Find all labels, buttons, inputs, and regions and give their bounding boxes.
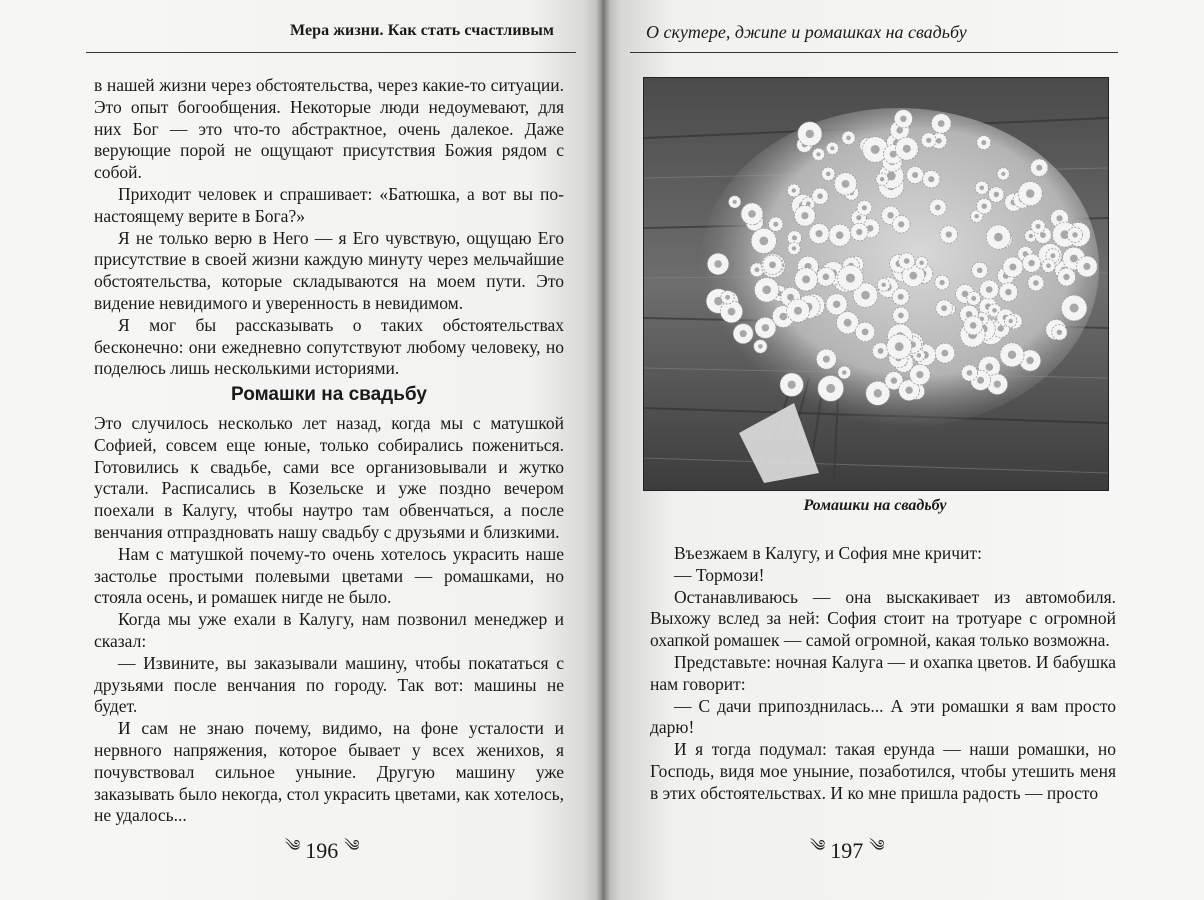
paragraph: Я мог бы рассказывать о таких обстоятельствах бесконечно: они ежедневно сопутствуют любому человеку, но поделюсь лишь несколькими историями. xyxy=(94,314,564,379)
daisy-flower xyxy=(816,349,836,369)
daisy-flower xyxy=(935,275,950,290)
daisy-flower xyxy=(769,217,783,231)
paragraph: — Извините, вы заказывали машину, чтобы покататься с друзьями после венчания по городу. Так вот: машины не будет. xyxy=(94,652,564,717)
daisy-flower xyxy=(1061,295,1087,321)
daisy-flower xyxy=(887,334,912,359)
daisy-flower xyxy=(1031,159,1048,176)
left-text-bottom xyxy=(94,413,564,827)
daisy-flower xyxy=(972,262,988,278)
daisy-flower xyxy=(809,224,829,244)
paragraph: Останавливаюсь — она выскакивает из автомобиля. Выхожу вслед за ней: София стоит на тротуаре с огромной охапкой ромашек — самой огромной, какая только возможна. xyxy=(650,586,1116,651)
right-page xyxy=(602,0,1204,900)
right-running-head: О скутере, джипе и ромашках на свадьбу xyxy=(646,22,967,42)
daisy-flower xyxy=(977,199,992,214)
right-page-number-block xyxy=(810,828,884,873)
daisy-flower xyxy=(931,114,951,134)
daisy-flower xyxy=(787,184,800,197)
left-running-head: Мера жизни. Как стать счастливым xyxy=(289,22,554,39)
paragraph: Приходит человек и спрашивает: «Батюшка, а вот вы по-настоящему верите в Бога?» xyxy=(94,183,564,226)
daisy-flower xyxy=(755,278,779,302)
daisy-flower xyxy=(817,267,836,286)
daisy-flower xyxy=(1058,268,1076,286)
right-text xyxy=(650,543,1116,805)
daisy-flower xyxy=(720,301,742,323)
daisy-flower xyxy=(980,280,999,299)
daisy-flower xyxy=(940,226,958,244)
daisy-flower xyxy=(787,299,810,322)
daisy-flower xyxy=(834,173,856,195)
daisy-flower xyxy=(812,188,828,204)
daisy-flower xyxy=(822,167,835,180)
daisy-flower xyxy=(857,200,872,215)
daisy-flower xyxy=(876,173,888,185)
daisies-photo-image xyxy=(644,78,1108,490)
daisy-flower xyxy=(812,148,824,160)
paragraph: И сам не знаю почему, видимо, на фоне усталости и нервного напряжения, которое бывает у всех женихов, я почувствовал сильное уныние. Другую машину уже заказывать было некогда, стол украсить цветами, как хотелось, не удалось... xyxy=(94,718,564,826)
section-title: Ромашки на свадьбу xyxy=(231,384,427,405)
daisy-flower xyxy=(721,291,734,304)
paragraph: Когда мы уже ехали в Калугу, нам позвонил менеджер и сказал: xyxy=(94,609,564,651)
daisy-flower xyxy=(838,366,851,379)
daisy-flower xyxy=(826,294,847,315)
daisies-photo xyxy=(643,77,1109,491)
daisy-flower xyxy=(788,242,800,254)
daisy-flower xyxy=(855,322,874,341)
left-page-number-block xyxy=(285,828,359,873)
daisy-flower xyxy=(795,268,818,291)
daisy-flower xyxy=(818,376,844,402)
daisy-flower xyxy=(829,224,851,246)
daisy-flower xyxy=(851,223,869,241)
daisy-flower xyxy=(838,265,864,291)
daisy-flower xyxy=(842,131,855,144)
right-header-rule xyxy=(630,52,1118,53)
daisy-flower xyxy=(741,203,763,225)
page-number: 196 xyxy=(305,837,339,863)
daisy-flower xyxy=(733,324,753,344)
daisy-flower xyxy=(1077,256,1098,277)
photo-caption: Ромашки на свадьбу xyxy=(803,497,947,514)
daisy-flower xyxy=(751,228,776,253)
page-number: 197 xyxy=(830,837,864,863)
daisy-flower xyxy=(907,167,924,184)
daisy-flower xyxy=(1028,275,1044,291)
ornament-icon: ༄ xyxy=(810,838,825,855)
paragraph: в нашей жизни через обстоятельства, через какие-то ситуации. Это опыт богообщения. Некоторые люди недоумевают, для них Бог — это что-то абстрактное, очень далекое. Даже верующие порой не ощущают присутствия Божия рядом с собой. xyxy=(94,75,564,183)
daisy-flower xyxy=(754,340,767,353)
daisy-flower xyxy=(923,171,940,188)
paragraph: — Тормози! xyxy=(674,564,765,585)
paragraph: Я не только верю в Него — я Его чувствую, ощущаю Его присутствие в своей жизни каждую минуту через мельчайшие обстоятельства, которые складываются на моем пути. Это видение невидимого и уверенность в невидимом. xyxy=(94,227,564,313)
daisy-flower xyxy=(763,255,783,275)
paragraph: Представьте: ночная Калуга — и охапка цветов. И бабушка нам говорит: xyxy=(650,651,1116,694)
daisy-flower xyxy=(877,278,890,291)
daisy-flower xyxy=(910,364,931,385)
paragraph: — С дачи припозднилась... А эти ромашки я вам просто дарю! xyxy=(650,695,1116,738)
daisy-flower xyxy=(707,253,728,274)
daisy-flower xyxy=(997,168,1009,180)
ornament-icon: ༄ xyxy=(285,838,300,855)
daisy-flower xyxy=(964,316,983,335)
daisy-flower xyxy=(1003,257,1023,277)
daisy-flower xyxy=(780,373,803,396)
daisy-flower xyxy=(936,300,953,317)
left-text-top xyxy=(94,75,564,380)
daisy-flower xyxy=(1000,343,1024,367)
daisy-flower xyxy=(899,253,915,269)
daisy-flower xyxy=(1005,315,1017,327)
daisy-flower xyxy=(893,307,910,324)
daisy-flower xyxy=(935,343,955,363)
daisy-flower xyxy=(895,137,918,160)
daisy-flower xyxy=(929,199,946,216)
paragraph: Въезжаем в Калугу, и София мне кричит: xyxy=(674,543,982,563)
daisy-flower xyxy=(977,136,991,150)
daisy-flower xyxy=(892,288,909,305)
daisy-flower xyxy=(729,196,741,208)
daisy-flower xyxy=(1018,182,1042,206)
daisy-flower xyxy=(795,205,816,226)
daisy-flower xyxy=(872,343,888,359)
daisy-flower xyxy=(1022,254,1040,272)
daisy-flower xyxy=(1052,325,1067,340)
daisy-flower xyxy=(892,216,910,234)
daisy-flower xyxy=(915,257,927,269)
paragraph: Нам с матушкой почему-то очень хотелось украсить наше застолье простыми полевыми цветами — ромашками, но стояла осень, и ромашек нигде не было. xyxy=(94,543,564,608)
ornament-icon: ༄ xyxy=(869,838,884,855)
paragraph: И я тогда подумал: такая ерунда — наши ромашки, но Господь, видя мое уныние, позаботился, чтобы утешить меня в этих обстоятельствах. И ко мне пришла радость — просто xyxy=(650,739,1116,803)
paragraph: Это случилось несколько лет назад, когда мы с матушкой Софией, совсем еще юные, только собирались пожениться. Готовились к свадьбе, сами все организовывали и жутко устали. Расписались в Козельске и уже поздно вечером поехали в Калугу, чтобы наутро там обвенчаться, а после венчания отпраздновать нашу свадьбу с друзьями и близкими. xyxy=(94,413,564,542)
daisy-flower xyxy=(1067,227,1082,242)
daisy-flower xyxy=(1042,259,1055,272)
daisy-flower xyxy=(1031,219,1045,233)
daisy-flower xyxy=(967,292,981,306)
daisy-flower xyxy=(826,142,838,154)
daisy-flower xyxy=(975,181,988,194)
daisy-flower xyxy=(999,283,1018,302)
ornament-icon: ༄ xyxy=(344,838,359,855)
daisy-flower xyxy=(961,365,977,381)
daisy-flower xyxy=(755,317,776,338)
left-header-rule xyxy=(86,52,576,53)
daisy-flower xyxy=(798,122,822,146)
daisy-flower xyxy=(989,187,1004,202)
daisy-flower xyxy=(894,110,912,128)
daisy-flower xyxy=(921,133,936,148)
daisy-flower xyxy=(986,225,1010,249)
book-spine-shadow xyxy=(596,0,610,900)
